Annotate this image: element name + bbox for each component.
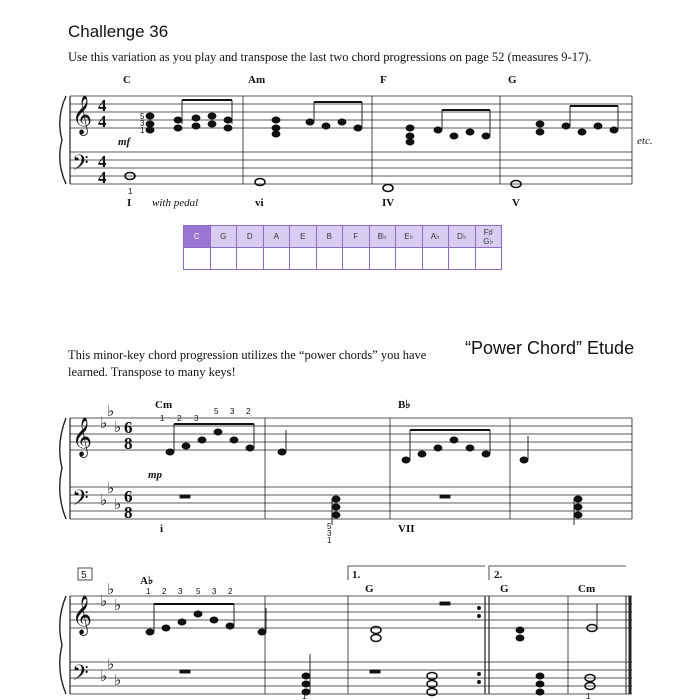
finger-number: 5 (140, 112, 145, 121)
key-cell[interactable]: D (237, 226, 264, 248)
system-2-notes (166, 424, 582, 525)
time-sig-top: 6 (124, 418, 133, 437)
roman-numeral: VII (398, 523, 415, 535)
chord-name: F (380, 74, 387, 86)
svg-text:♭: ♭ (114, 418, 122, 436)
treble-clef-icon: 𝄞 (72, 595, 93, 635)
finger-number: 1 (128, 187, 133, 196)
chord-name: B♭ (398, 399, 411, 411)
challenge-title: Challenge 36 (68, 22, 169, 41)
chord-name: Am (248, 74, 266, 86)
finger-number: 1 (327, 536, 332, 545)
finger-number: 3 (194, 414, 199, 423)
key-signature (100, 402, 121, 689)
chord-name: G (508, 74, 517, 86)
key-cell[interactable]: B (316, 226, 343, 248)
measure-number: 5 (81, 570, 87, 581)
system-2-staves (60, 418, 632, 519)
key-cell[interactable]: D♭ (449, 226, 476, 248)
roman-numeral: i (160, 523, 164, 535)
key-cell[interactable]: E (290, 226, 317, 248)
finger-number: 1 (586, 692, 591, 700)
etude-title: “Power Chord” Etude (465, 338, 635, 358)
key-cell[interactable]: A (263, 226, 290, 248)
chord-name: G (500, 583, 509, 595)
chord-name: Cm (155, 399, 173, 411)
finger-number: 5 (214, 407, 219, 416)
system-1-staves (60, 96, 632, 184)
challenge-instruction: Use this variation as you play and transpose the last two chord progressions on page 52 (measures 9-17). (68, 50, 592, 64)
svg-text:♭: ♭ (100, 667, 108, 685)
time-sig-top: 6 (124, 487, 133, 506)
key-cell[interactable]: G (210, 226, 237, 248)
finger-number: 3 (230, 407, 235, 416)
roman-numeral: V (512, 197, 520, 209)
chord-name: A♭ (140, 575, 154, 587)
time-sig-top: 4 (98, 152, 107, 171)
time-sig-bottom: 8 (124, 503, 133, 522)
dynamic-mark: mf (118, 136, 131, 148)
key-cell[interactable]: E♭ (396, 226, 423, 248)
roman-numeral: vi (255, 197, 264, 209)
system-3-notes (146, 602, 597, 696)
bass-clef-icon: 𝄢 (72, 486, 89, 516)
finger-number: 3 (327, 529, 332, 538)
finger-number: 2 (177, 414, 182, 423)
time-sig-bottom: 4 (98, 168, 107, 187)
chord-name: C (123, 74, 131, 86)
chord-name: G (365, 583, 374, 595)
key-cell[interactable]: B♭ (369, 226, 396, 248)
finger-number: 2 (228, 587, 233, 596)
finger-number: 5 (196, 587, 201, 596)
system-1-notes (125, 100, 618, 192)
time-sig-bottom: 8 (124, 434, 133, 453)
svg-text:♭: ♭ (107, 580, 115, 598)
key-cell[interactable]: C (184, 226, 211, 248)
bass-clef-icon: 𝄢 (72, 661, 89, 691)
etude-instruction: This minor-key chord progression utilizes the “power chords” you have learned. Transpose to many keys! (68, 348, 427, 379)
svg-text:♭: ♭ (114, 495, 122, 513)
finger-number: 1 (160, 414, 165, 423)
etc-text: etc. (637, 135, 653, 147)
key-cell[interactable]: F (343, 226, 370, 248)
svg-text:♭: ♭ (100, 491, 108, 509)
finger-number: 2 (162, 587, 167, 596)
treble-clef-icon: 𝄞 (72, 95, 93, 135)
volta-label: 2. (494, 569, 503, 581)
finger-number: 1 (146, 587, 151, 596)
pedal-text: with pedal (152, 197, 199, 209)
key-cell[interactable]: F♯ G♭ (475, 226, 502, 248)
bass-clef-icon: 𝄢 (72, 151, 89, 181)
time-sig-top: 4 (98, 96, 107, 115)
svg-text:♭: ♭ (107, 402, 115, 420)
roman-numeral: IV (382, 197, 395, 209)
svg-text:♭: ♭ (107, 479, 115, 497)
finger-number: 2 (246, 407, 251, 416)
key-cell[interactable]: A♭ (422, 226, 449, 248)
roman-numeral: I (127, 197, 132, 209)
svg-text:♭: ♭ (100, 414, 108, 432)
finger-number: 1 (140, 126, 145, 135)
time-sig-bottom: 4 (98, 112, 107, 131)
finger-number: 3 (140, 119, 145, 128)
finger-number: 5 (327, 522, 332, 531)
treble-clef-icon: 𝄞 (72, 417, 93, 457)
finger-number: 3 (212, 587, 217, 596)
finger-number: 1 (302, 692, 307, 700)
svg-text:♭: ♭ (100, 592, 108, 610)
chord-name: Cm (578, 583, 596, 595)
svg-text:♭: ♭ (114, 596, 122, 614)
svg-text:♭: ♭ (114, 671, 122, 689)
volta-label: 1. (352, 569, 361, 581)
dynamic-mark: mp (148, 469, 163, 481)
finger-number: 3 (178, 587, 183, 596)
svg-text:♭: ♭ (107, 655, 115, 673)
